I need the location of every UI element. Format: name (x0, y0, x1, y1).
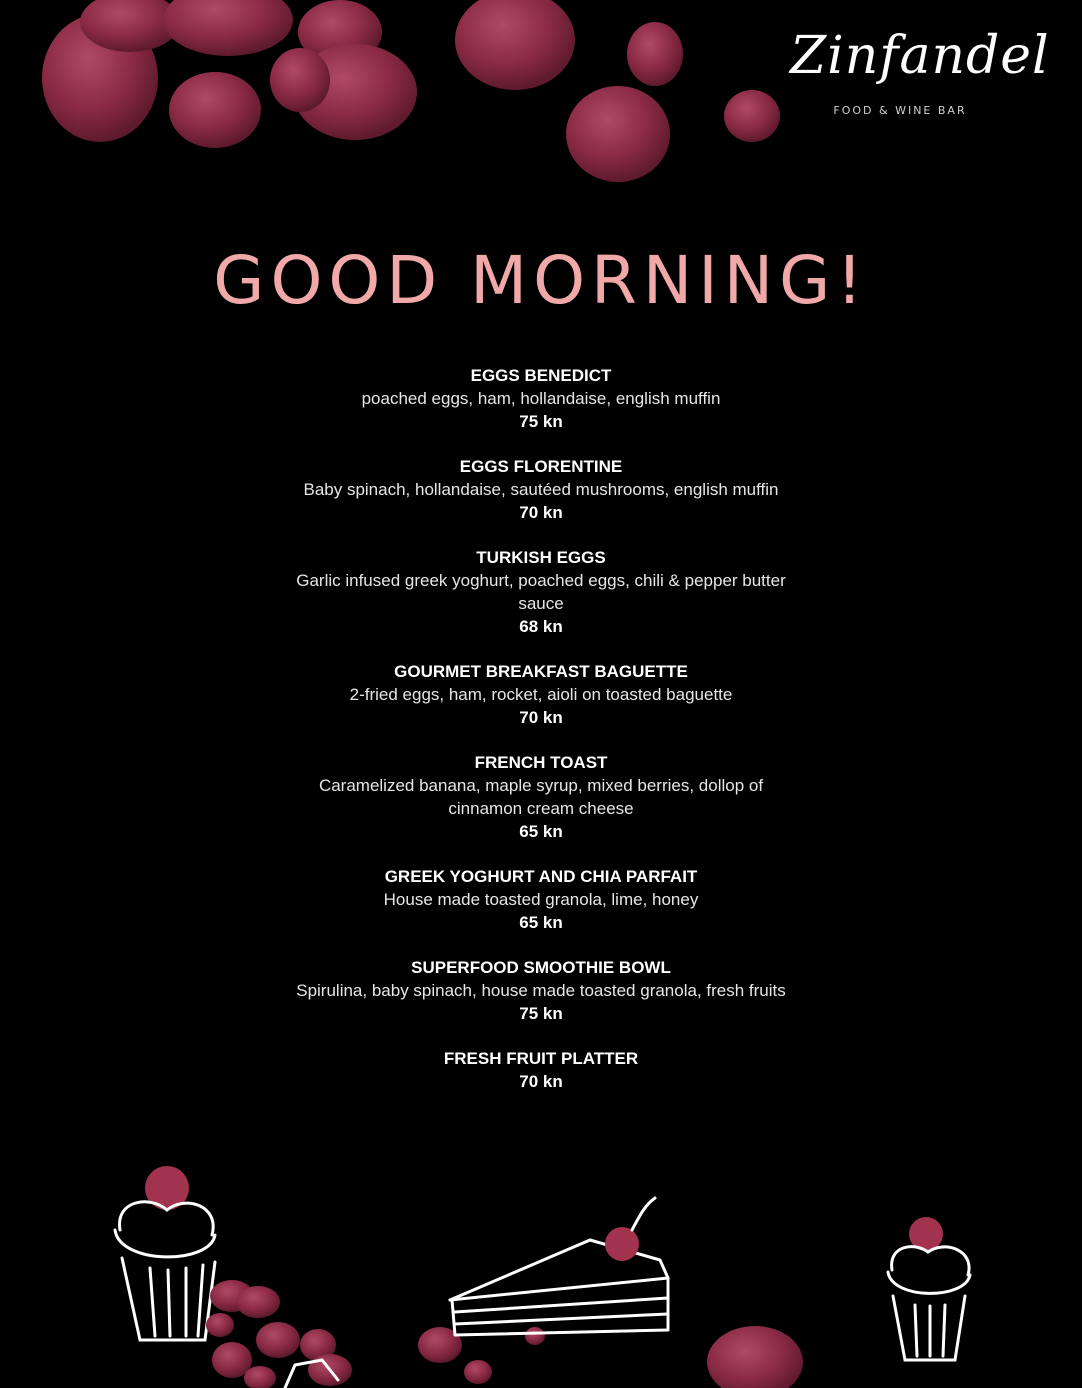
menu-item (291, 364, 791, 433)
item-description: Spirulina, baby spinach, house made toasted granola, fresh fruits (296, 981, 786, 1000)
menu-item (291, 455, 791, 524)
item-price: 70 kn (519, 1072, 563, 1091)
item-price: 65 kn (519, 822, 563, 841)
berry-splotch-icon (42, 0, 780, 182)
item-price: 75 kn (519, 412, 563, 431)
item-description: poached eggs, ham, hollandaise, english muffin (361, 389, 721, 408)
item-price: 75 kn (519, 1004, 563, 1023)
item-price: 68 kn (519, 617, 563, 636)
item-price: 65 kn (519, 913, 563, 932)
candy-icon (285, 1360, 338, 1388)
item-description: 2-fried eggs, ham, rocket, aioli on toasted baguette (349, 685, 733, 704)
brand-logo (790, 8, 1050, 117)
item-price: 70 kn (519, 708, 563, 727)
item-name: SUPERFOOD SMOOTHIE BOWL (411, 958, 671, 977)
berry-splotch-icon (206, 1280, 803, 1388)
item-description: Caramelized banana, maple syrup, mixed berries, dollop of cinnamon cream cheese (318, 776, 764, 818)
cupcake-icon (888, 1217, 970, 1360)
menu-item (291, 660, 791, 729)
item-name: EGGS BENEDICT (470, 366, 612, 385)
menu-item (291, 865, 791, 934)
cupcake-icon (115, 1166, 215, 1340)
cake-slice-icon (450, 1198, 668, 1335)
item-name: FRENCH TOAST (474, 753, 608, 772)
item-name: GOURMET BREAKFAST BAGUETTE (394, 662, 688, 681)
item-name: FRESH FRUIT PLATTER (443, 1049, 639, 1068)
item-name: GREEK YOGHURT AND CHIA PARFAIT (384, 867, 698, 886)
page-title: GOOD MORNING! (213, 242, 869, 319)
menu-list (291, 364, 791, 1115)
item-description: House made toasted granola, lime, honey (383, 890, 699, 909)
item-description: Baby spinach, hollandaise, sautéed mushrooms, english muffin (303, 480, 779, 499)
menu-item (291, 1047, 791, 1093)
brand-tagline: FOOD & WINE BAR (833, 104, 967, 117)
menu-item (291, 751, 791, 843)
item-price: 70 kn (519, 503, 563, 522)
item-name: TURKISH EGGS (476, 548, 606, 567)
brand-name: Zinfandel (790, 26, 1050, 86)
item-name: EGGS FLORENTINE (459, 457, 623, 476)
item-description: Garlic infused greek yoghurt, poached eggs, chili & pepper butter sauce (296, 571, 786, 613)
menu-item (291, 956, 791, 1025)
menu-item (291, 546, 791, 638)
